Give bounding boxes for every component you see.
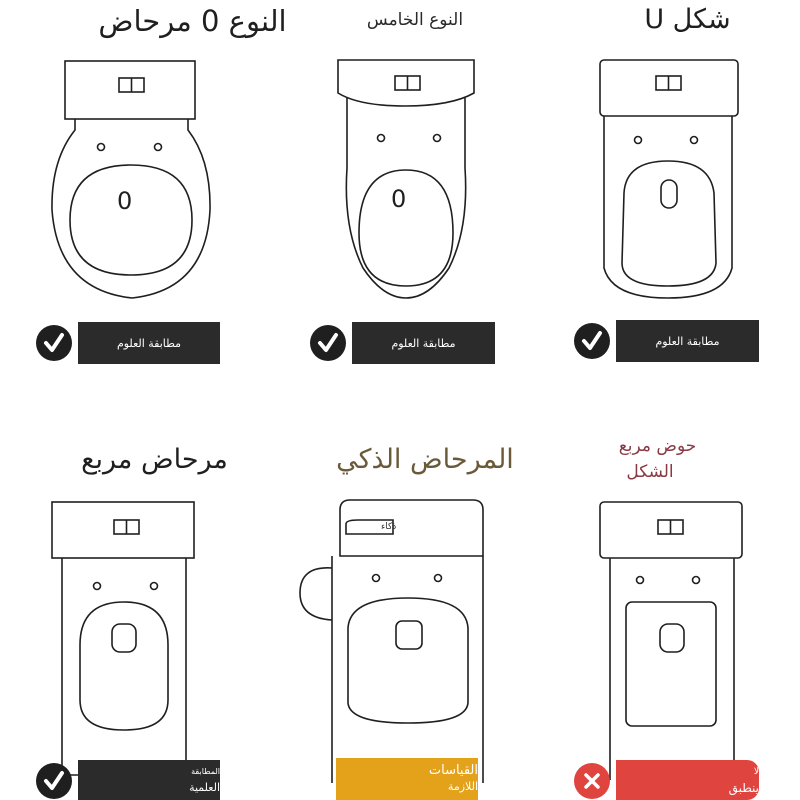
toilet-square-basin-drawing: [598, 500, 748, 785]
title-square-basin-line2: الشكل: [626, 462, 674, 482]
toilet-o-type-drawing: [48, 60, 218, 310]
badge-scientific-match: [78, 760, 220, 800]
badge-required-measurements: [336, 758, 478, 800]
cross-icon: [574, 763, 610, 799]
seat-mark-type-5: 0: [391, 185, 407, 213]
badge-not-applicable-line2: ينطبق: [728, 781, 759, 795]
check-icon: [36, 325, 72, 361]
badge-science-match-2: مطابقة العلوم: [352, 322, 495, 364]
title-type-0-toilet: النوع 0 مرحاض: [98, 4, 287, 38]
check-icon: [574, 323, 610, 359]
badge-science-match-3: مطابقة العلوم: [616, 320, 759, 362]
badge-not-applicable-line1: لا: [753, 767, 759, 777]
title-u-shape: شكل U: [644, 4, 731, 35]
badge-science-match-1: مطابقة العلوم: [78, 322, 220, 364]
title-smart-toilet: المرحاض الذكي: [336, 444, 514, 475]
smart-panel-text: ذكاء: [381, 522, 397, 532]
title-square-basin-line1: حوض مربع: [618, 436, 697, 456]
badge-required-measurements-line2: اللازمة: [447, 780, 478, 793]
badge-scientific-match-line1: المطابقة: [191, 767, 220, 776]
check-icon: [36, 763, 72, 799]
toilet-type-5-drawing: [333, 58, 483, 313]
toilet-square-drawing: [48, 500, 198, 780]
toilet-u-shape-drawing: [598, 58, 748, 308]
badge-required-measurements-line1: القياسات: [428, 763, 478, 778]
check-icon: [310, 325, 346, 361]
toilet-smart-drawing: [298, 498, 493, 788]
title-type-5: النوع الخامس: [366, 10, 464, 30]
title-square-toilet: مرحاض مربع: [81, 444, 228, 475]
badge-scientific-match-line2: العلمية: [189, 781, 220, 794]
seat-mark-o: 0: [117, 187, 133, 215]
badge-not-applicable: [616, 760, 759, 800]
